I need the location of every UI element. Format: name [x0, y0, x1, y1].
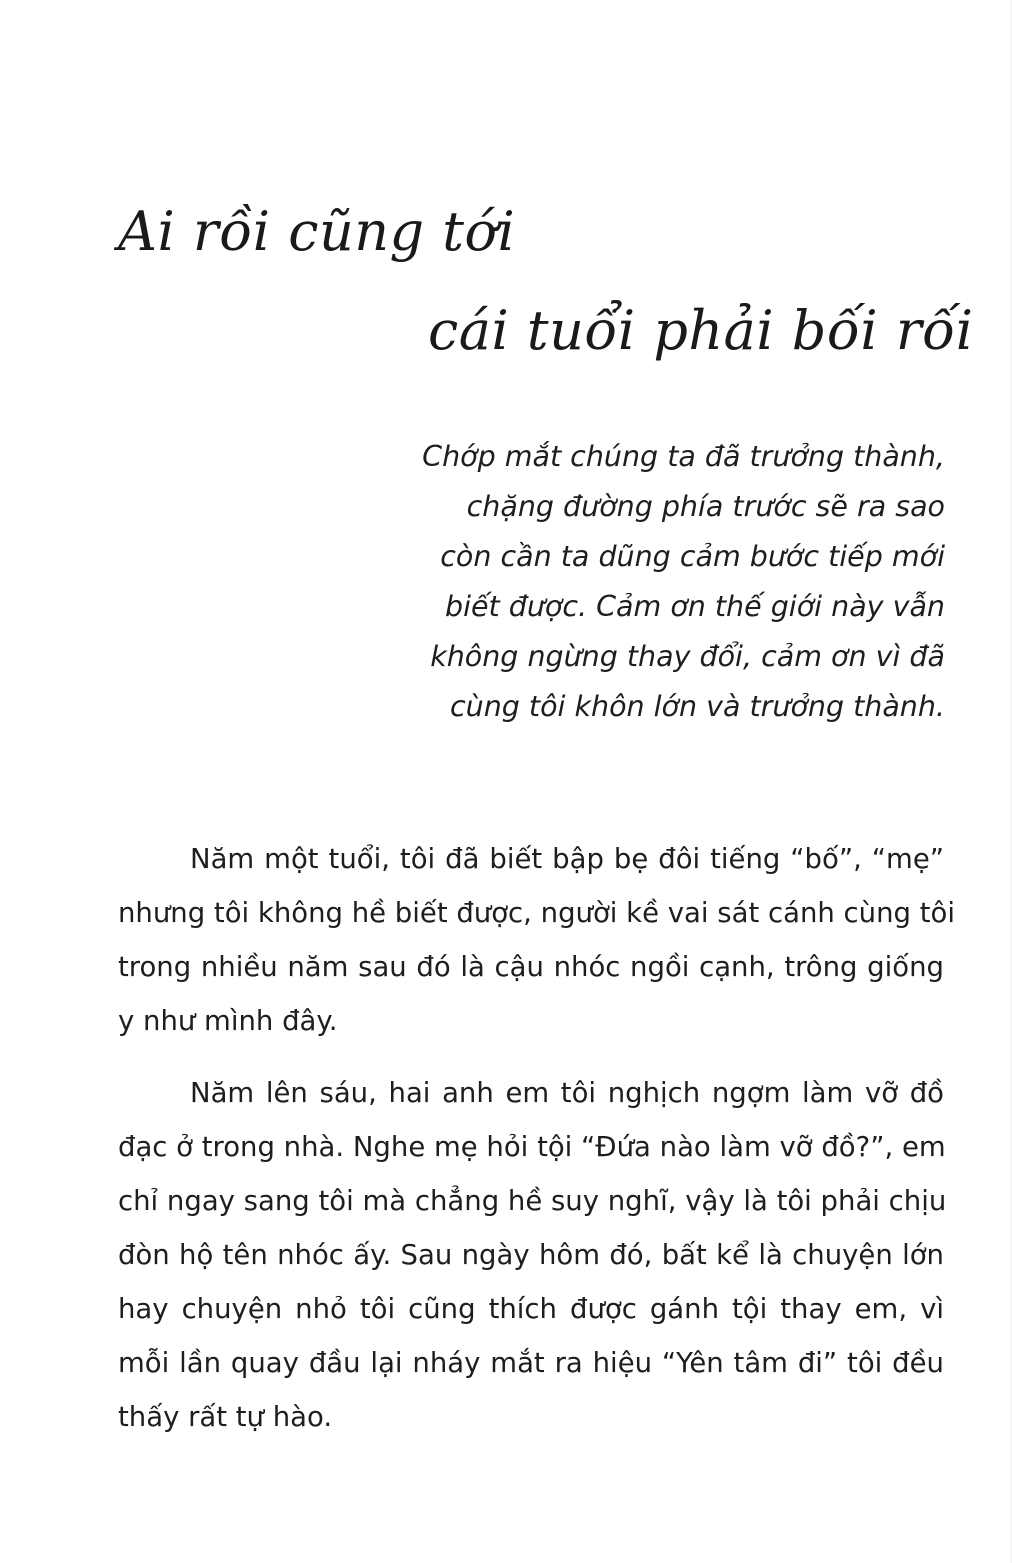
paragraph-line: mỗi lần quay đầu lại nháy mắt ra hiệu “Yên tâm đi” tôi đều	[118, 1347, 944, 1379]
paragraph-1	[118, 832, 955, 1048]
epigraph-line: còn cần ta dũng cảm bước tiếp mới	[440, 540, 945, 573]
chapter-title-line-1: Ai rồi cũng tới	[118, 200, 516, 263]
epigraph-line: không ngừng thay đổi, cảm ơn vì đã	[430, 640, 945, 673]
epigraph-line: Chớp mắt chúng ta đã trưởng thành,	[422, 440, 945, 473]
paragraph-line: trong nhiều năm sau đó là cậu nhóc ngồi cạnh, trông giống	[118, 951, 944, 983]
chapter-title-line-2: cái tuổi phải bối rối	[428, 299, 974, 362]
paragraph-line: Năm lên sáu, hai anh em tôi nghịch ngợm làm vỡ đồ	[190, 1077, 944, 1109]
epigraph-line: chặng đường phía trước sẽ ra sao	[466, 490, 945, 523]
paragraph-line: nhưng tôi không hề biết được, người kề vai sát cánh cùng tôi	[118, 897, 955, 929]
paragraph-line: hay chuyện nhỏ tôi cũng thích được gánh tội thay em, vì	[118, 1293, 944, 1325]
paragraph-line: đòn hộ tên nhóc ấy. Sau ngày hôm đó, bất kể là chuyện lớn	[118, 1239, 944, 1271]
epigraph	[410, 432, 945, 732]
paragraph-line: thấy rất tự hào.	[118, 1401, 333, 1433]
paragraph-2	[118, 1066, 947, 1444]
epigraph-line: cùng tôi khôn lớn và trưởng thành.	[449, 690, 945, 723]
paragraph-line: chỉ ngay sang tôi mà chẳng hề suy nghĩ, vậy là tôi phải chịu	[118, 1185, 947, 1217]
paragraph-line: y như mình đây.	[118, 1005, 338, 1037]
body-text	[118, 832, 955, 1462]
paragraph-line: đạc ở trong nhà. Nghe mẹ hỏi tội “Đứa nào làm vỡ đồ?”, em	[118, 1131, 946, 1163]
paragraph-line: Năm một tuổi, tôi đã biết bập bẹ đôi tiếng “bố”, “mẹ”	[190, 843, 944, 875]
epigraph-line: biết được. Cảm ơn thế giới này vẫn	[444, 590, 945, 623]
